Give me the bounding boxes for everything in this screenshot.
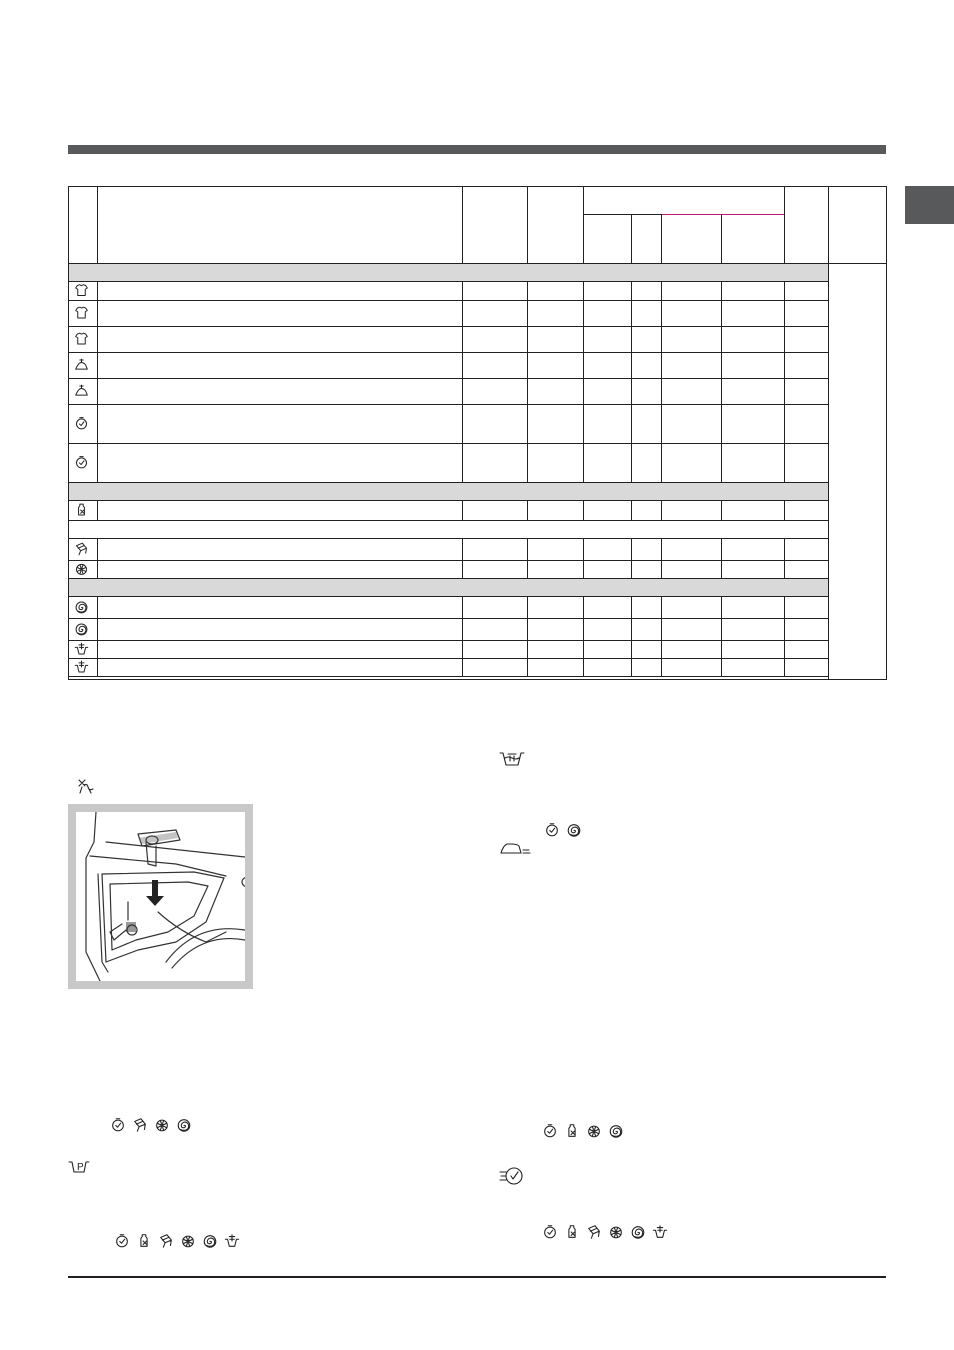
programme-table	[68, 186, 887, 680]
spin-spiral-icon	[204, 1236, 216, 1248]
spin-spiral-icon	[178, 1120, 190, 1132]
section-band	[69, 264, 828, 281]
extra-rinse-basin-icon	[499, 751, 525, 767]
spin-spiral-icon	[76, 602, 87, 613]
eco-time-icon	[77, 418, 87, 429]
eco-time-icon	[117, 1235, 128, 1247]
arrow-down-icon	[146, 880, 164, 906]
footer-rule	[68, 1276, 886, 1278]
mixed-colours-bottle-icon	[141, 1235, 147, 1247]
programme-table-grid	[68, 186, 887, 680]
section-band	[69, 579, 828, 596]
wool-ball-icon	[589, 1126, 600, 1137]
section-band	[69, 483, 828, 500]
wool-ball-icon	[611, 1227, 622, 1238]
eco-time-icon	[545, 1125, 556, 1137]
cotton-shirt-icon	[76, 285, 88, 296]
mixed-colours-bottle-icon	[569, 1125, 575, 1137]
svg-text:P: P	[77, 1162, 84, 1173]
wool-ball-icon	[183, 1236, 194, 1247]
rinse-basin-icon	[75, 643, 88, 654]
easy-iron-icon	[499, 842, 531, 856]
rinse-basin-icon	[75, 661, 88, 672]
dispenser-drawer-illustration	[76, 812, 245, 981]
spin-spiral-icon	[632, 1227, 644, 1239]
right-row-c-icons	[542, 1222, 674, 1242]
spin-spiral-icon	[568, 825, 580, 837]
quick-wash-clock-icon	[499, 1166, 525, 1186]
wool-ball-icon	[157, 1120, 168, 1131]
eco-time-icon	[77, 457, 87, 468]
eco-time-icon	[545, 1226, 556, 1238]
cotton-shirt-icon	[76, 333, 88, 344]
no-softener-icon	[76, 777, 96, 795]
prewash-basin-icon	[68, 1159, 90, 1175]
language-side-tab	[905, 186, 954, 224]
spin-spiral-icon	[76, 624, 87, 635]
cotton-shirt-icon	[76, 307, 88, 318]
synthetic-iron-icon	[76, 359, 88, 369]
delicates-icon	[135, 1119, 146, 1131]
eco-time-icon	[113, 1119, 124, 1131]
rinse-basin-icon	[225, 1235, 238, 1247]
rinse-basin-icon	[653, 1226, 666, 1238]
dispenser-drawer-figure	[68, 804, 253, 989]
header-rule	[68, 145, 886, 154]
mixed-colours-bottle-icon	[569, 1226, 575, 1238]
delicates-icon	[589, 1226, 600, 1238]
mixed-colours-bottle-icon	[79, 504, 85, 515]
left-row-1-icons	[110, 1115, 198, 1135]
table-frame	[69, 187, 887, 680]
eco-time-icon	[547, 824, 558, 836]
left-row-2-icons	[114, 1231, 246, 1251]
delicates-icon	[161, 1235, 172, 1247]
right-row-b-icons	[542, 1121, 630, 1141]
wool-ball-icon	[77, 564, 87, 574]
right-row-a-icons	[544, 820, 588, 840]
spin-spiral-icon	[610, 1126, 622, 1138]
delicates-icon	[77, 543, 87, 555]
synthetic-iron-icon	[76, 385, 88, 395]
